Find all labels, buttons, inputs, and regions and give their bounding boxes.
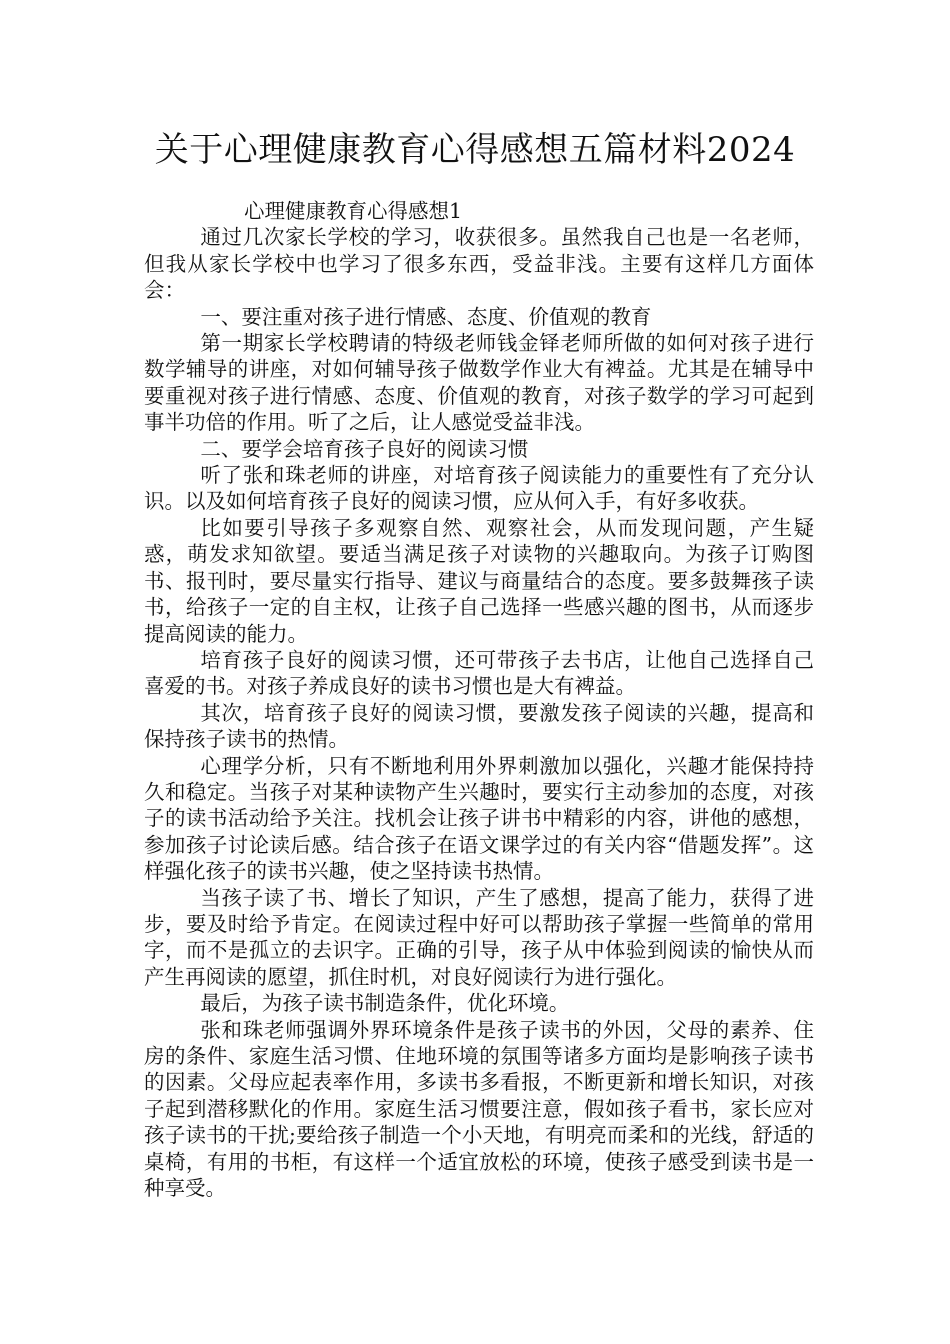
paragraph: 其次，培育孩子良好的阅读习惯，要激发孩子阅读的兴趣，提高和保持孩子读书的热情。: [144, 700, 814, 752]
point-heading-2: 二、要学会培育孩子良好的阅读习惯: [200, 436, 529, 461]
paragraph: 心理学分析，只有不断地利用外界刺激加以强化，兴趣才能保持持久和稳定。当孩子对某种读物产生兴趣时，要实行主动参加的态度，对孩子的读书活动给予关注。找机会让孩子讲书中精彩的内容，讲他的感想，参加孩子讨论读后感。结合孩子在语文课学过的有关内容“借题发挥”。这样强化孩子的读书兴趣，使之坚持读书热情。: [144, 753, 814, 884]
section-title: 心理健康教育心得感想1: [244, 199, 463, 223]
document-title: 关于心理健康教育心得感想五篇材料2024: [154, 130, 796, 170]
point-heading-1: 一、要注重对孩子进行情感、态度、价值观的教育: [200, 304, 652, 329]
paragraph: 张和珠老师强调外界环境条件是孩子读书的外因，父母的素养、住房的条件、家庭生活习惯、住地环境的氛围等诸多方面均是影响孩子读书的因素。父母应起表率作用，多读书多看报，不断更新和增长知识，对孩子起到潜移默化的作用。家庭生活习惯要注意，假如孩子看书，家长应对孩子读书的干扰;要给孩子制造一个小天地，有明亮而柔和的光线，舒适的桌椅，有用的书柜，有这样一个适宜放松的环境，使孩子感受到读书是一种享受。: [144, 1017, 814, 1201]
paragraph: 培育孩子良好的阅读习惯，还可带孩子去书店，让他自己选择自己喜爱的书。对孩子养成良好的读书习惯也是大有裨益。: [144, 647, 814, 699]
paragraph: 听了张和珠老师的讲座，对培育孩子阅读能力的重要性有了充分认识。以及如何培育孩子良好的阅读习惯，应从何入手，有好多收获。: [144, 463, 814, 514]
paragraph: 第一期家长学校聘请的特级老师钱金铎老师所做的如何对孩子进行数学辅导的讲座，对如何辅导孩子做数学作业大有裨益。尤其是在辅导中要重视对孩子进行情感、态度、价值观的教育，对孩子数学的学习可起到事半功倍的作用。听了之后，让人感觉受益非浅。: [144, 331, 814, 435]
paragraph: 当孩子读了书、增长了知识，产生了感想，提高了能力，获得了进步，要及时给予肯定。在阅读过程中好可以帮助孩子掌握一些简单的常用字，而不是孤立的去识字。正确的引导，孩子从中体验到阅读的愉快从而产生再阅读的愿望，抓住时机，对良好阅读行为进行强化。: [144, 885, 814, 989]
paragraph: 最后，为孩子读书制造条件，优化环境。: [200, 991, 570, 1016]
paragraph-intro: 通过几次家长学校的学习，收获很多。虽然我自己也是一名老师，但我从家长学校中也学习了很多东西，受益非浅。主要有这样几方面体会：: [144, 225, 814, 303]
paragraph: 比如要引导孩子多观察自然、观察社会，从而发现问题，产生疑惑，萌发求知欲望。要适当满足孩子对读物的兴趣取向。为孩子订购图书、报刊时，要尽量实行指导、建议与商量结合的态度。要多鼓舞孩子读书，给孩子一定的自主权，让孩子自己选择一些感兴趣的图书，从而逐步提高阅读的能力。: [144, 515, 814, 646]
document-body: [144, 198, 814, 1201]
